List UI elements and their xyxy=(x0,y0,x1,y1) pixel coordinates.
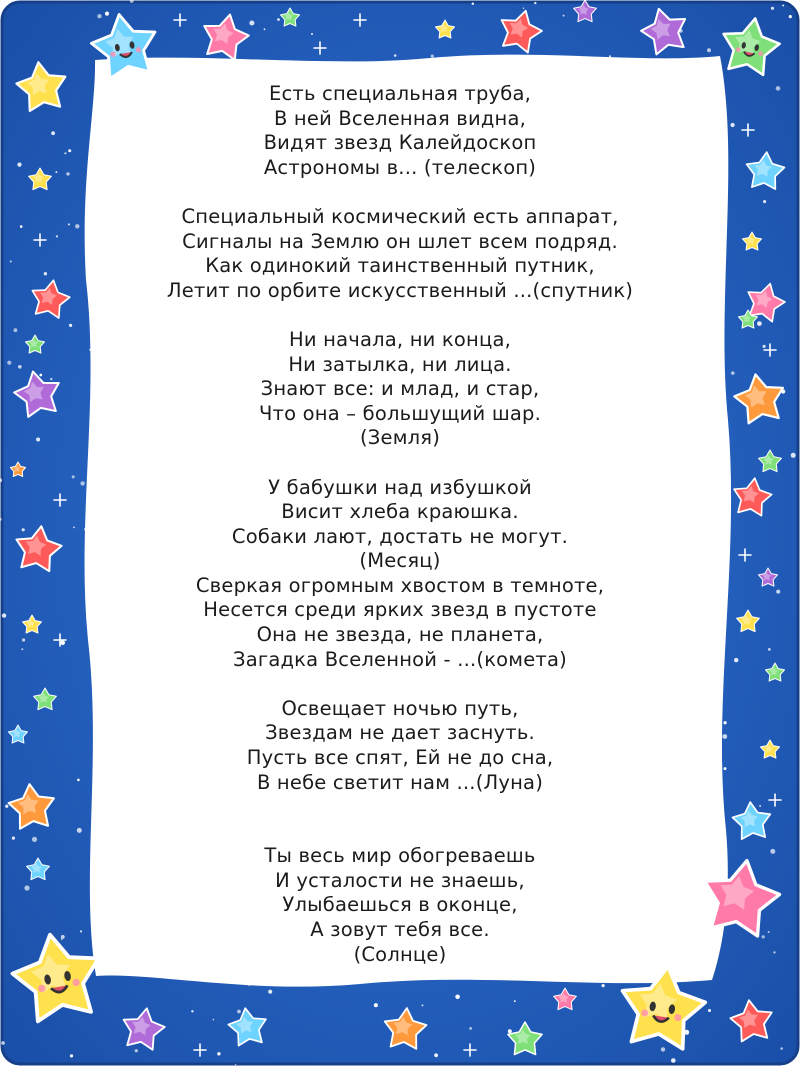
sparkle-icon xyxy=(10,261,12,263)
riddle-line: Видят звезд Калейдоскоп xyxy=(263,131,537,155)
sparkle-icon xyxy=(762,935,765,938)
sparkle-icon xyxy=(22,528,25,531)
sparkle-icon xyxy=(66,172,69,175)
riddle-line: У бабушки над избушкой xyxy=(268,475,532,499)
sparkle-icon xyxy=(191,1010,193,1012)
sparkle-icon xyxy=(69,324,72,327)
sparkle-icon xyxy=(32,837,37,842)
riddle-line: В небе светит нам ...(Луна) xyxy=(256,770,544,794)
riddle-line: В ней Вселенная видна, xyxy=(273,106,527,130)
sparkle-icon xyxy=(21,648,23,650)
riddle-line: Сигналы на Землю он шлет всем подряд. xyxy=(182,229,618,253)
riddle-telescope xyxy=(120,82,680,180)
sparkle-icon xyxy=(249,21,254,26)
riddle-line: Загадка Вселенной - ...(комета) xyxy=(233,647,567,671)
sparkle-icon xyxy=(731,371,734,374)
sparkle-icon xyxy=(44,272,47,275)
riddle-line: Сверкая огромным хвостом в темноте, xyxy=(195,573,605,597)
riddle-answer: (Земля) xyxy=(359,426,441,450)
sparkle-icon xyxy=(213,1019,215,1021)
sparkle-icon xyxy=(17,163,21,167)
sparkle-icon xyxy=(39,374,42,377)
riddle-moon-light xyxy=(120,697,680,795)
sparkle-icon xyxy=(97,14,101,18)
sparkle-icon xyxy=(80,930,82,932)
sparkle-icon xyxy=(36,438,40,442)
sparkle-icon xyxy=(771,7,774,10)
riddles-text xyxy=(120,82,680,992)
sparkle-icon xyxy=(80,481,84,485)
sparkle-icon xyxy=(68,223,70,225)
sparkle-icon xyxy=(264,28,266,30)
riddle-line: Пусть все спят, Ей не до сна, xyxy=(246,746,554,770)
sparkle-icon xyxy=(776,590,780,594)
sparkle-icon xyxy=(770,849,775,854)
riddle-earth xyxy=(120,328,680,451)
sparkle-icon xyxy=(56,235,58,237)
sparkle-icon xyxy=(50,378,52,380)
riddle-line: Летит по орбите искусственный ...(спутник) xyxy=(166,278,634,302)
sparkle-icon xyxy=(77,779,80,782)
sparkle-icon xyxy=(722,734,727,739)
riddle-answer: (Месяц) xyxy=(359,549,441,573)
sparkle-icon xyxy=(20,225,23,228)
sparkle-icon xyxy=(523,7,525,9)
sparkle-icon xyxy=(22,638,25,641)
sparkle-icon xyxy=(789,15,792,18)
riddle-line: Собаки лают, достать не могут. xyxy=(231,524,569,548)
sparkle-icon xyxy=(759,805,761,807)
sparkle-icon xyxy=(61,938,63,940)
sparkle-icon xyxy=(661,1047,665,1051)
sparkle-icon xyxy=(508,1029,512,1033)
riddle-moon-comet xyxy=(120,476,680,673)
sparkle-icon xyxy=(1,1041,5,1045)
riddle-line: Улыбаешься в оконце, xyxy=(282,893,518,917)
riddle-line: Знают все: и млад, и стар, xyxy=(260,377,540,401)
sparkle-icon xyxy=(2,613,6,617)
sparkle-icon xyxy=(235,1064,237,1066)
riddle-line: Ни начала, ни конца, xyxy=(288,327,511,351)
sparkle-icon xyxy=(434,1053,438,1057)
sparkle-icon xyxy=(374,1003,378,1007)
riddle-answer: (Солнце) xyxy=(353,942,447,966)
sparkle-icon xyxy=(763,345,766,348)
riddle-line: Что она – большущий шар. xyxy=(258,401,541,425)
sparkle-icon xyxy=(431,55,434,58)
sparkle-icon xyxy=(12,837,15,840)
sparkle-icon xyxy=(707,48,711,52)
sparkle-icon xyxy=(61,935,65,939)
sparkle-icon xyxy=(217,1052,220,1055)
sparkle-icon xyxy=(73,527,75,529)
sparkle-icon xyxy=(68,149,71,152)
riddle-line: Ты весь мир обогреваешь xyxy=(264,844,536,868)
riddle-line: И усталости не знаешь, xyxy=(275,868,525,892)
sparkle-icon xyxy=(534,2,536,4)
sparkle-icon xyxy=(472,3,474,5)
sparkle-icon xyxy=(14,328,18,332)
sparkle-icon xyxy=(763,200,766,203)
sparkle-icon xyxy=(311,33,313,35)
riddle-sun xyxy=(120,844,680,967)
sparkle-icon xyxy=(757,321,762,326)
riddle-line: Звездам не дает заснуть. xyxy=(265,721,535,745)
sparkle-icon xyxy=(422,1004,424,1006)
riddle-line: Есть специальная труба, xyxy=(268,82,532,105)
sparkle-icon xyxy=(77,828,82,833)
riddle-line: Она не звезда, не планета, xyxy=(256,623,544,647)
sparkle-icon xyxy=(72,475,75,478)
sparkle-icon xyxy=(60,641,65,646)
sparkle-icon xyxy=(7,361,11,365)
sparkle-icon xyxy=(768,931,770,933)
sparkle-icon xyxy=(773,951,775,953)
sparkle-icon xyxy=(70,1054,73,1057)
sparkle-icon xyxy=(277,18,280,21)
sparkle-icon xyxy=(731,123,735,127)
sparkle-icon xyxy=(64,152,66,154)
sparkle-icon xyxy=(455,995,460,1000)
sparkle-icon xyxy=(791,453,796,458)
sparkle-icon xyxy=(780,1047,783,1050)
sparkle-icon xyxy=(75,224,79,228)
riddle-line: Висит хлеба краюшка. xyxy=(281,500,519,524)
riddle-line: Ни затылка, ни лица. xyxy=(288,352,512,376)
sparkle-icon xyxy=(394,54,397,57)
riddle-satellite xyxy=(120,205,680,303)
sparkle-icon xyxy=(671,1058,676,1063)
sparkle-icon xyxy=(24,885,29,890)
riddle-line: Освещает ночью путь, xyxy=(281,696,519,720)
riddle-line: А зовут тебя все. xyxy=(310,918,490,941)
sparkle-icon xyxy=(51,131,55,135)
sparkle-icon xyxy=(724,721,727,724)
sparkle-icon xyxy=(514,1000,516,1002)
sparkle-icon xyxy=(469,1027,472,1030)
sparkle-icon xyxy=(105,12,109,16)
sparkle-icon xyxy=(5,805,8,808)
riddle-line: Несется среди ярких звезд в пустоте xyxy=(203,598,597,622)
sparkle-icon xyxy=(708,1009,711,1012)
sparkle-icon xyxy=(724,767,727,770)
sparkle-icon xyxy=(768,648,771,651)
sparkle-icon xyxy=(237,1010,241,1014)
sparkle-icon xyxy=(55,171,57,173)
riddle-line: Астрономы в... (телескоп) xyxy=(263,155,537,179)
riddle-line: Специальный космический есть аппарат, xyxy=(181,204,619,228)
sparkle-icon xyxy=(563,15,565,17)
sparkle-icon xyxy=(776,86,781,91)
riddle-line: Как одинокий таинственный путник, xyxy=(205,254,595,278)
sparkle-icon xyxy=(135,1049,138,1052)
sparkle-icon xyxy=(18,365,22,369)
sparkle-icon xyxy=(734,658,738,662)
sparkle-icon xyxy=(782,5,784,7)
